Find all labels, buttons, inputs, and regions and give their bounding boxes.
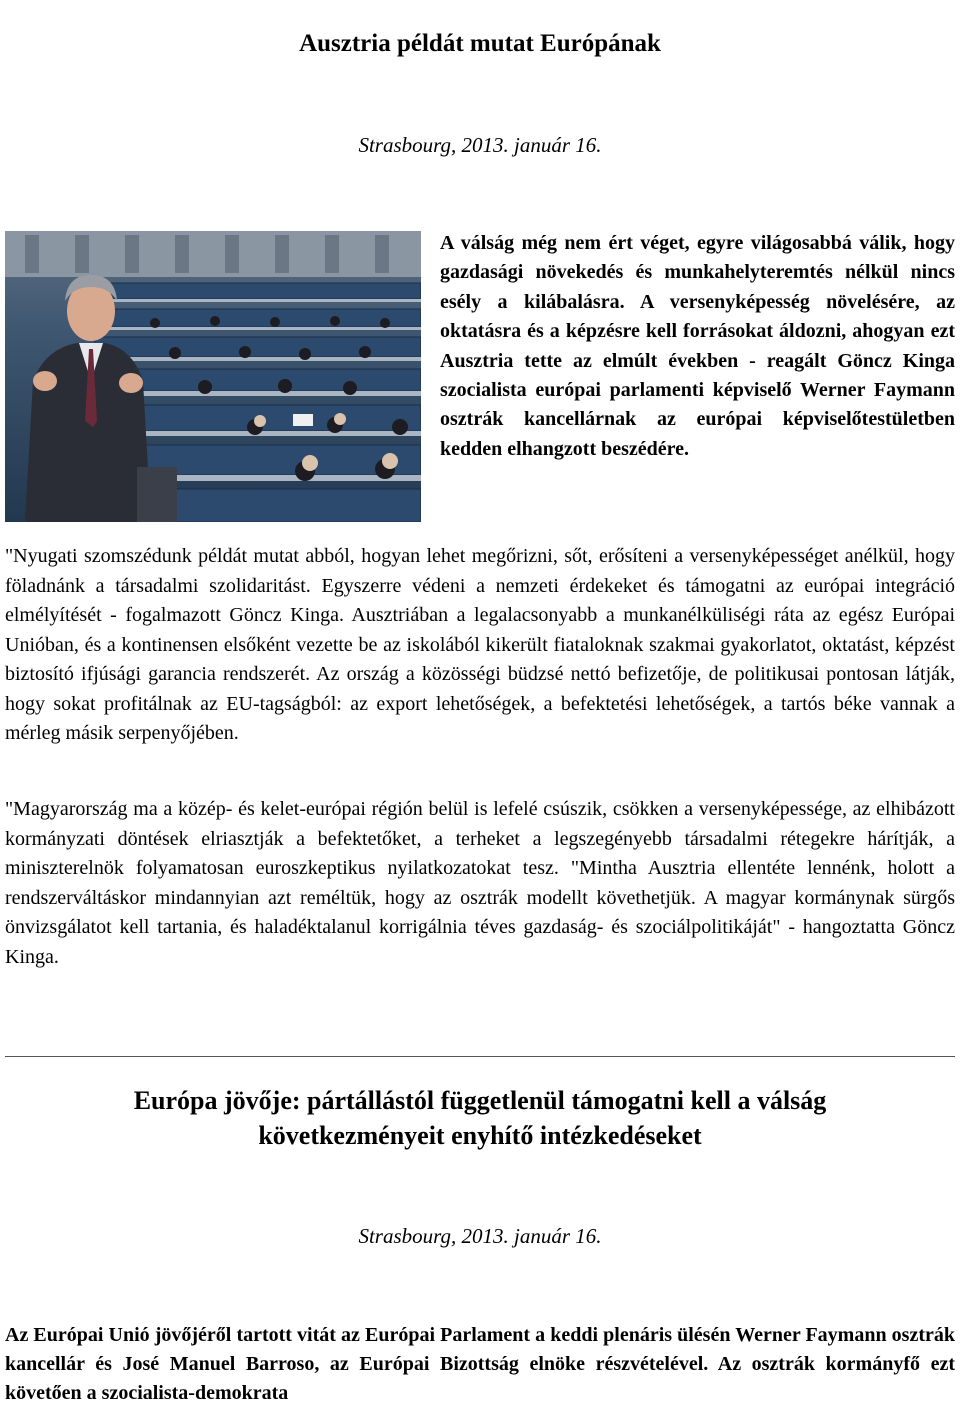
article-paragraph: "Magyarország ma a közép- és kelet-európai régión belül is lefelé csúszik, csökken a versenyképessége, az elhibázott kormányzati döntések elriasztják a befektetőket, a terheket a legszegényebb társadalmi rétegekre hárítják, a miniszterelnök folyamatosan euroszkeptikus nyilatkozatokat tesz. "Mintha Ausztria ellentéte lennénk, holott a rendszerváltáskor mindannyian azt reméltük, hogy az osztrák modellt követhetjük. A magyar kormánynak sürgős önvizsgálatot kell tartania, és haladéktalanul korrigálnia téves gazdaság- és szociálpolitikáját" - hangoztatta Göncz Kinga.: [5, 798, 955, 968]
article-photo: [5, 231, 421, 522]
article-title-line: következményeit enyhítő intézkedéseket: [258, 1121, 702, 1150]
parliament-speaker-image: [5, 231, 421, 522]
article-title: [0, 1083, 960, 1153]
section-divider: [5, 1056, 955, 1057]
article-title-line: Európa jövője: pártállástól függetlenül támogatni kell a válság: [133, 1086, 827, 1115]
article-title: Ausztria példát mutat Európának: [299, 30, 661, 57]
article-lead: A válság még nem ért véget, egyre világosabbá válik, hogy gazdasági növekedés és munkahelyteremtés nélkül nincs esély a kilábalásra. A versenyképesség növelésére, az oktatásra és a képzésre kell forrásokat áldozni, ahogyan ezt Ausztria tette az elmúlt években - reagált Göncz Kinga szocialista európai parlamenti képviselő Werner Faymann osztrák kancellárnak az európai képviselőtestületben kedden elhangzott beszédére.: [440, 232, 955, 460]
article-dateline: Strasbourg, 2013. január 16.: [358, 133, 602, 157]
article-paragraph: "Nyugati szomszédunk példát mutat abból, hogyan lehet megőrizni, sőt, erősíteni a versenyképességet anélkül, hogy föladnánk a társadalmi szolidaritást. Egyszerre védeni a nemzeti érdekeket és támogatni az európai integráció elmélyítését - fogalmazott Göncz Kinga. Ausztriában a legalacsonyabb a munkanélküliségi ráta az egész Európai Unióban, és a kontinensen elsőként vezette be az iskolából kikerült fiataloknak szakmai gyakorlatot, oktatást, képzést biztosító ifjúsági garancia rendszerét. Az ország a közösségi büdzsé nettó befizetője, de politikusai pontosan látják, hogy sokat profitálnak az EU-tagságból: az export lehetőségek, a befektetési lehetőségek, a tartós béke vannak a mérleg másik serpenyőjében.: [5, 545, 955, 744]
article-dateline: Strasbourg, 2013. január 16.: [358, 1224, 602, 1248]
article-lead: Az Európai Unió jövőjéről tartott vitát az Európai Parlament a keddi plenáris ülésén Werner Faymann osztrák kancellár és José Manuel Barroso, az Európai Bizottság elnöke részvételével. Az osztrák kormányfő ezt követően a szocialista-demokrata: [5, 1324, 955, 1404]
